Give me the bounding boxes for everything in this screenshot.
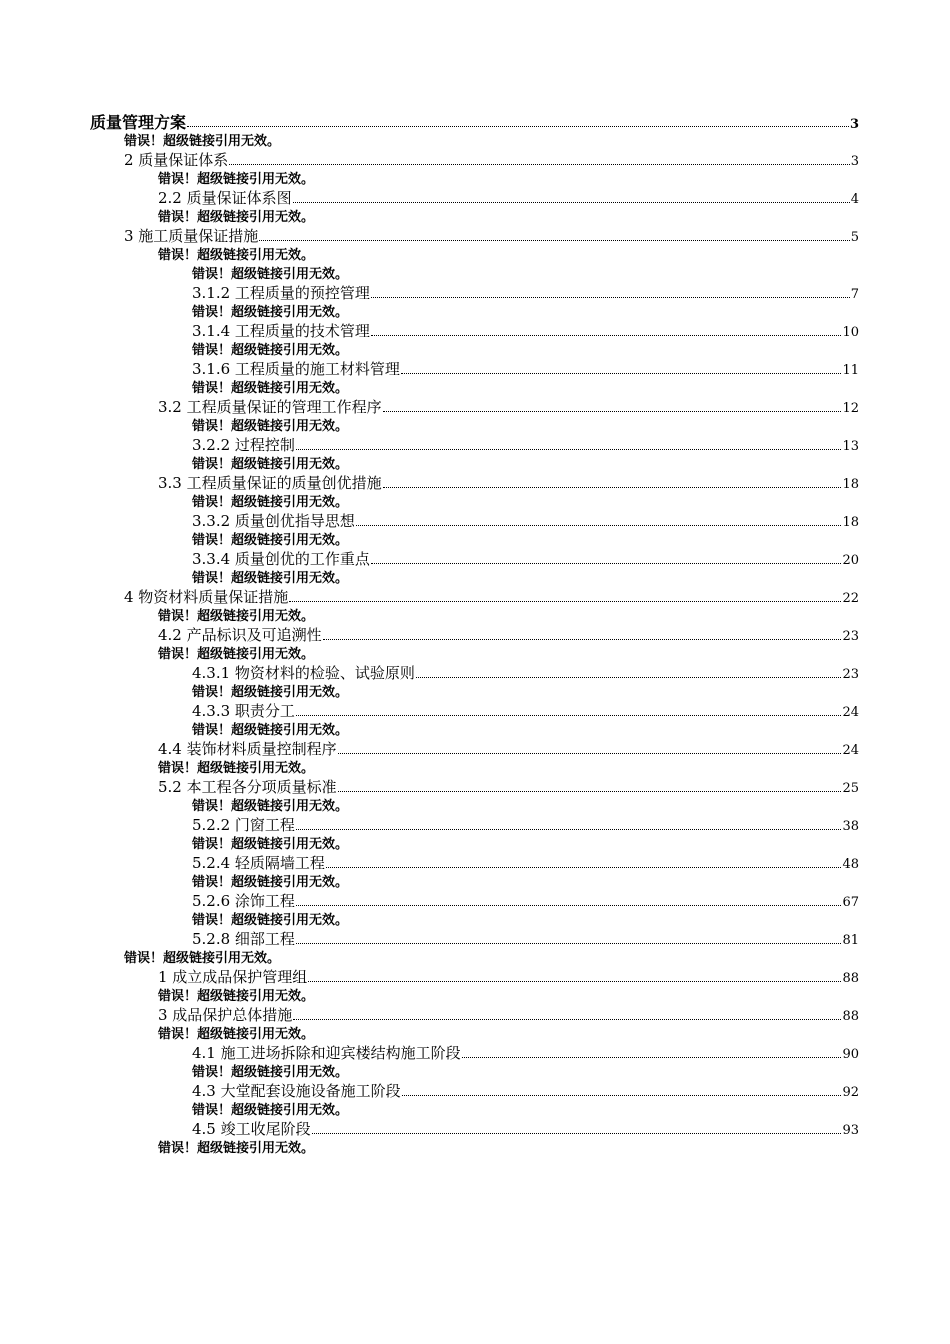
dot-leader [289, 600, 841, 602]
toc-label: 5.2.4 轻质隔墙工程 [192, 854, 325, 872]
toc-entry[interactable] [192, 664, 859, 683]
dot-leader [259, 239, 849, 241]
toc-label: 错误！超级链接引用无效。 [192, 305, 349, 320]
dot-leader [371, 334, 842, 336]
toc-page-number: 5 [850, 230, 859, 245]
toc-label: 3.2.2 过程控制 [192, 436, 295, 454]
toc-label: 错误！超级链接引用无效。 [158, 210, 315, 225]
toc-label: 4.4 装饰材料质量控制程序 [158, 740, 337, 758]
toc-page-number: 23 [842, 667, 859, 682]
toc-label: 错误！超级链接引用无效。 [192, 571, 349, 586]
toc-page-number: 67 [842, 895, 859, 910]
toc-label: 错误！超级链接引用无效。 [192, 685, 349, 700]
toc-entry[interactable] [158, 1006, 859, 1025]
toc-label: 3.3 工程质量保证的质量创优措施 [158, 474, 382, 492]
toc-error-line [158, 208, 314, 227]
toc-label: 3 成品保护总体措施 [158, 1006, 293, 1024]
toc-entry[interactable] [192, 360, 859, 379]
toc-page-number: 18 [842, 515, 859, 530]
dot-leader [462, 1056, 842, 1058]
toc-error-line [192, 341, 348, 360]
toc-page-number: 23 [842, 629, 859, 644]
toc-label: 2.2 质量保证体系图 [158, 189, 292, 207]
toc-error-line [192, 835, 348, 854]
toc-label: 3.1.4 工程质量的技术管理 [192, 322, 370, 340]
toc-label: 错误！超级链接引用无效。 [192, 913, 349, 928]
toc-entry[interactable] [192, 512, 859, 531]
toc-error-line [192, 797, 348, 816]
toc-entry[interactable] [192, 284, 859, 303]
toc-label: 3.1.6 工程质量的施工材料管理 [192, 360, 400, 378]
toc-entry[interactable] [158, 968, 859, 987]
toc-label: 错误！超级链接引用无效。 [192, 495, 349, 510]
toc-label: 2 质量保证体系 [124, 151, 229, 169]
toc-entry[interactable] [158, 189, 859, 208]
dot-leader [296, 714, 842, 716]
toc-page-number: 12 [842, 401, 859, 416]
toc-entry[interactable] [158, 740, 859, 759]
dot-leader [356, 524, 842, 526]
toc-entry[interactable] [192, 1082, 859, 1101]
toc-label: 3 施工质量保证措施 [124, 227, 259, 245]
toc-entry[interactable] [192, 816, 859, 835]
dot-leader [338, 790, 842, 792]
toc-entry[interactable] [158, 398, 859, 417]
toc-error-line [158, 987, 314, 1006]
toc-label: 错误！超级链接引用无效。 [192, 533, 349, 548]
toc-error-line [192, 911, 348, 930]
toc-label: 错误！超级链接引用无效。 [158, 989, 315, 1004]
toc-label: 错误！超级链接引用无效。 [192, 1065, 349, 1080]
toc-error-line [158, 607, 314, 626]
toc-error-line [192, 721, 348, 740]
toc-label: 错误！超级链接引用无效。 [158, 609, 315, 624]
dot-leader [296, 828, 842, 830]
toc-label: 错误！超级链接引用无效。 [192, 1103, 349, 1118]
toc-entry[interactable] [124, 588, 859, 607]
toc-label: 3.2 工程质量保证的管理工作程序 [158, 398, 382, 416]
dot-leader [312, 1132, 842, 1134]
toc-entry[interactable] [192, 550, 859, 569]
toc-error-line [192, 493, 348, 512]
toc-error-line [192, 1063, 348, 1082]
toc-label: 5.2.6 涂饰工程 [192, 892, 295, 910]
toc-entry[interactable] [192, 436, 859, 455]
toc-error-line [158, 759, 314, 778]
toc-entry[interactable] [192, 854, 859, 873]
toc-label: 3.1.2 工程质量的预控管理 [192, 284, 370, 302]
toc-label: 错误！超级链接引用无效。 [158, 647, 315, 662]
dot-leader [293, 201, 850, 203]
toc-label: 质量管理方案 [90, 113, 187, 132]
toc-page-number: 90 [842, 1047, 859, 1062]
toc-error-line [192, 455, 348, 474]
toc-error-line [192, 683, 348, 702]
toc-label: 错误！超级链接引用无效。 [158, 172, 315, 187]
dot-leader [326, 866, 842, 868]
toc-page-number: 38 [842, 819, 859, 834]
toc-page-number: 81 [842, 933, 859, 948]
dot-leader [229, 163, 849, 165]
dot-leader [296, 448, 842, 450]
toc-page-number: 48 [842, 857, 859, 872]
dot-leader [371, 562, 842, 564]
toc-label: 错误！超级链接引用无效。 [124, 951, 281, 966]
toc-entry[interactable] [124, 151, 859, 170]
toc-label: 错误！超级链接引用无效。 [158, 248, 315, 263]
toc-entry[interactable] [192, 892, 859, 911]
toc-label: 错误！超级链接引用无效。 [192, 267, 349, 282]
toc-error-line [158, 170, 314, 189]
toc-error-line [192, 873, 348, 892]
toc-page-number: 24 [842, 743, 859, 758]
toc-error-line [192, 417, 348, 436]
toc-page-number: 22 [842, 591, 859, 606]
toc-entry[interactable] [192, 1044, 859, 1063]
dot-leader [308, 980, 841, 982]
toc-page-number: 7 [850, 287, 859, 302]
toc-label: 4.3.3 职责分工 [192, 702, 295, 720]
toc-error-line [158, 1139, 314, 1158]
toc-label: 错误！超级链接引用无效。 [192, 457, 349, 472]
toc-page-number: 4 [850, 192, 859, 207]
toc-page-number: 92 [842, 1085, 859, 1100]
toc-page-number: 3 [849, 117, 859, 132]
toc-page-number: 88 [842, 1009, 859, 1024]
dot-leader [383, 486, 842, 488]
toc-entry[interactable] [192, 1120, 859, 1139]
toc-label: 错误！超级链接引用无效。 [192, 343, 349, 358]
toc-label: 4 物资材料质量保证措施 [124, 588, 289, 606]
toc-label: 错误！超级链接引用无效。 [192, 837, 349, 852]
toc-error-line [192, 1101, 348, 1120]
toc-label: 错误！超级链接引用无效。 [124, 134, 281, 149]
toc-error-line [192, 569, 348, 588]
dot-leader [296, 904, 842, 906]
toc-error-line [192, 265, 348, 284]
toc-error-line [192, 303, 348, 322]
dot-leader [187, 125, 849, 127]
toc-page-number: 13 [842, 439, 859, 454]
toc-label: 错误！超级链接引用无效。 [192, 875, 349, 890]
toc-page-number: 24 [842, 705, 859, 720]
dot-leader [338, 752, 842, 754]
dot-leader [323, 638, 842, 640]
dot-leader [371, 296, 850, 298]
dot-leader [296, 942, 842, 944]
toc-error-line [192, 379, 348, 398]
toc-page-number: 93 [842, 1123, 859, 1138]
toc-page-number: 11 [842, 363, 859, 378]
toc-label: 4.2 产品标识及可追溯性 [158, 626, 322, 644]
toc-label: 错误！超级链接引用无效。 [158, 1141, 315, 1156]
toc-label: 错误！超级链接引用无效。 [192, 723, 349, 738]
toc-entry[interactable] [124, 227, 859, 246]
toc-label: 错误！超级链接引用无效。 [158, 1027, 315, 1042]
toc-label: 4.3 大堂配套设施设备施工阶段 [192, 1082, 401, 1100]
toc-page-number: 88 [842, 971, 859, 986]
toc-entry[interactable] [90, 113, 859, 132]
dot-leader [383, 410, 842, 412]
dot-leader [293, 1018, 841, 1020]
toc-label: 错误！超级链接引用无效。 [192, 381, 349, 396]
toc-entry[interactable] [192, 930, 859, 949]
toc-page-number: 20 [842, 553, 859, 568]
toc-label: 1 成立成品保护管理组 [158, 968, 308, 986]
toc-entry[interactable] [192, 702, 859, 721]
toc-entry[interactable] [158, 778, 859, 797]
toc-error-line [158, 246, 314, 265]
toc-label: 3.3.4 质量创优的工作重点 [192, 550, 370, 568]
toc-label: 4.5 竣工收尾阶段 [192, 1120, 311, 1138]
toc-label: 4.1 施工进场拆除和迎宾楼结构施工阶段 [192, 1044, 461, 1062]
toc-label: 错误！超级链接引用无效。 [158, 761, 315, 776]
toc-label: 5.2.8 细部工程 [192, 930, 295, 948]
toc-label: 5.2.2 门窗工程 [192, 816, 295, 834]
toc-label: 错误！超级链接引用无效。 [192, 419, 349, 434]
toc-entry[interactable] [192, 322, 859, 341]
dot-leader [416, 676, 842, 678]
toc-page-number: 18 [842, 477, 859, 492]
toc-label: 3.3.2 质量创优指导思想 [192, 512, 355, 530]
toc-page-number: 3 [850, 154, 859, 169]
toc-error-line [192, 531, 348, 550]
toc-page-number: 10 [842, 325, 859, 340]
toc-error-line [158, 645, 314, 664]
dot-leader [402, 1094, 842, 1096]
toc-label: 4.3.1 物资材料的检验、试验原则 [192, 664, 415, 682]
toc-page-number: 25 [842, 781, 859, 796]
toc-entry[interactable] [158, 474, 859, 493]
toc-error-line [124, 949, 280, 968]
toc-error-line [124, 132, 280, 151]
toc-label: 错误！超级链接引用无效。 [192, 799, 349, 814]
dot-leader [401, 372, 842, 374]
toc-error-line [158, 1025, 314, 1044]
toc-label: 5.2 本工程各分项质量标准 [158, 778, 337, 796]
toc-entry[interactable] [158, 626, 859, 645]
